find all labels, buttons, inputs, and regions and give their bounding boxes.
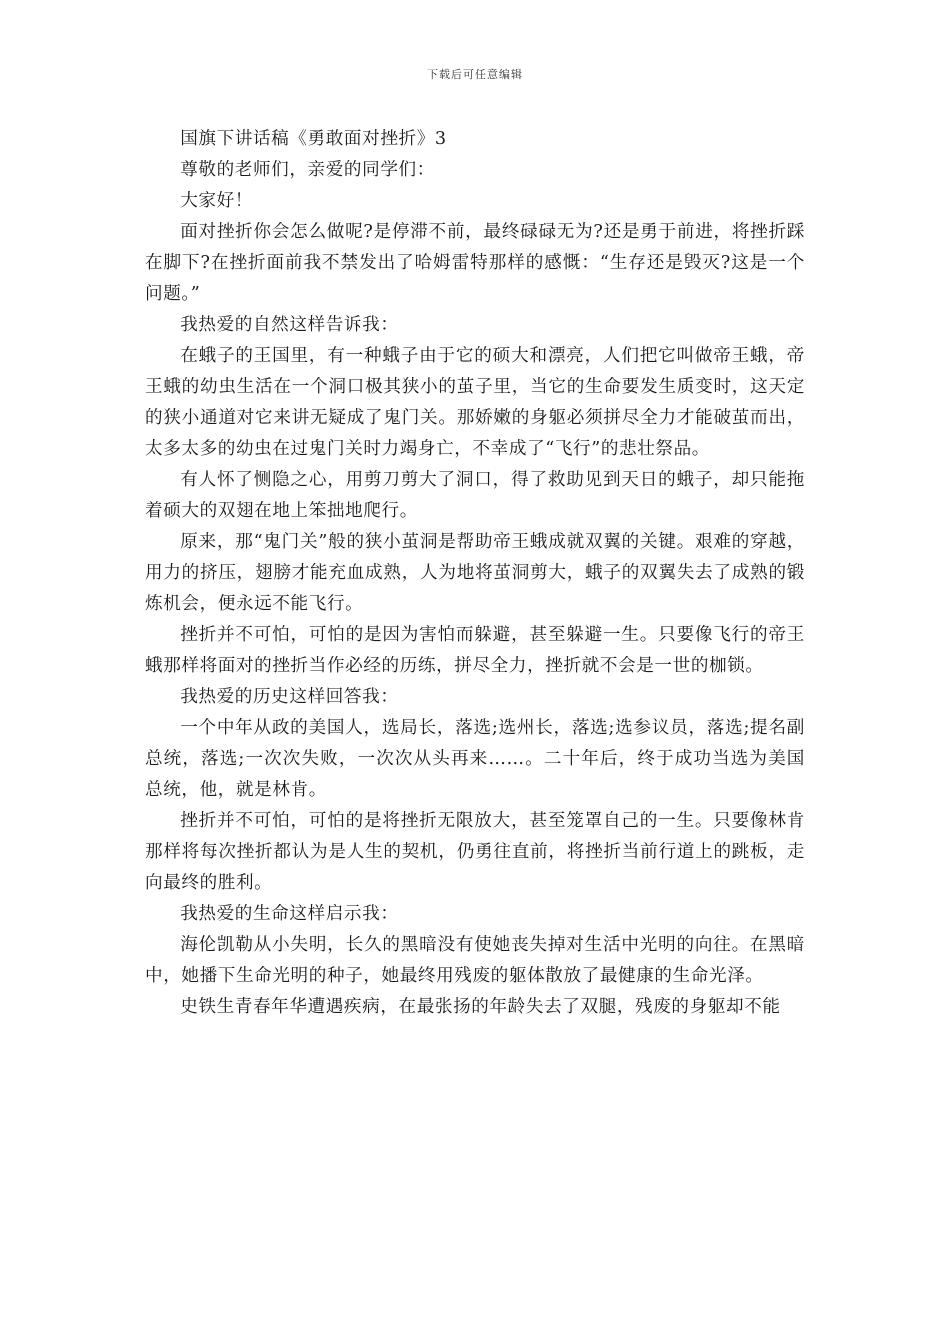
paragraph: 一个中年从政的美国人，选局长，落选;选州长，落选;选参议员，落选;提名副总统，落选;一次次失败，一次次从头再来……。二十年后，终于成功当选为美国总统，他，就是林肯。 <box>145 718 805 800</box>
document-title: 国旗下讲话稿《勇敢面对挫折》3 <box>180 129 447 149</box>
paragraph: 在蛾子的王国里，有一种蛾子由于它的硕大和漂亮，人们把它叫做帝王蛾，帝王蛾的幼虫生活在一个洞口极其狭小的茧子里，当它的生命要发生质变时，这天定的狭小通道对它来讲无疑成了鬼门关。那娇嫩的身躯必须拼尽全力才能破茧而出，太多太多的幼虫在过鬼门关时力竭身亡，不幸成了“飞行”的悲壮祭品。 <box>145 346 805 459</box>
paragraph: 面对挫折你会怎么做呢?是停滞不前，最终碌碌无为?还是勇于前进，将挫折踩在脚下?在挫折面前我不禁发出了哈姆雷特那样的感慨：“生存还是毁灭?这是一个问题。” <box>145 222 805 304</box>
header-note: 下载后可任意编辑 <box>427 68 523 81</box>
section-intro-life: 我热爱的生命这样启示我： <box>180 904 399 924</box>
paragraph: 挫折并不可怕，可怕的是将挫折无限放大，甚至笼罩自己的一生。只要像林肯那样将每次挫折都认为是人生的契机，仍勇往直前，将挫折当前行道上的跳板，走向最终的胜利。 <box>145 811 805 893</box>
paragraph: 海伦凯勒从小失明，长久的黑暗没有使她丧失掉对生活中光明的向往。在黑暗中，她播下生命光明的种子，她最终用残废的躯体散放了最健康的生命光泽。 <box>145 935 805 986</box>
section-intro-nature: 我热爱的自然这样告诉我： <box>180 315 399 335</box>
paragraph: 原来，那“鬼门关”般的狭小茧洞是帮助帝王蛾成就双翼的关键。艰难的穿越，用力的挤压，翅膀才能充血成熟，人为地将茧洞剪大，蛾子的双翼失去了成熟的锻炼机会，便永远不能飞行。 <box>145 532 805 614</box>
salutation: 尊敬的老师们，亲爱的同学们： <box>180 160 435 180</box>
paragraph: 挫折并不可怕，可怕的是因为害怕而躲避，甚至躲避一生。只要像飞行的帝王蛾那样将面对的挫折当作必经的历练，拼尽全力，挫折就不会是一世的枷锁。 <box>145 625 805 676</box>
paragraph: 有人怀了恻隐之心，用剪刀剪大了洞口，得了救助见到天日的蛾子，却只能拖着硕大的双翅在地上笨拙地爬行。 <box>145 470 805 521</box>
paragraph: 史铁生青春年华遭遇疾病，在最张扬的年龄失去了双腿，残废的身躯却不能 <box>180 997 781 1017</box>
document-body <box>145 124 805 1023</box>
greeting: 大家好！ <box>180 191 253 211</box>
section-intro-history: 我热爱的历史这样回答我： <box>180 687 399 707</box>
